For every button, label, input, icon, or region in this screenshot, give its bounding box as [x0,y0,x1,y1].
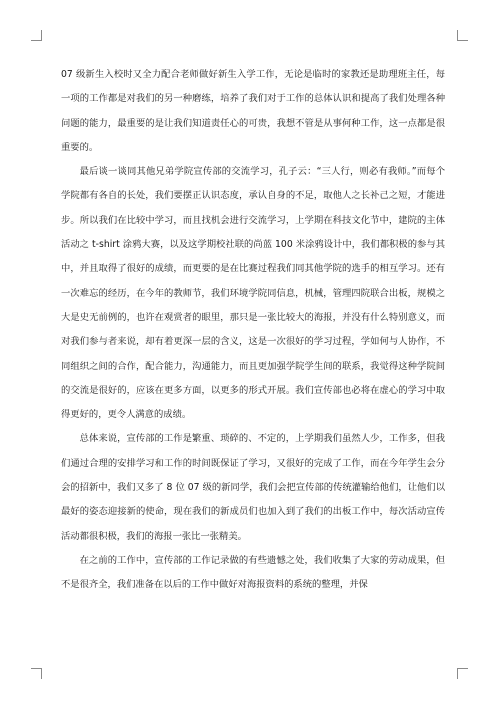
document-body [61,63,445,598]
crop-mark-bottom-left [31,668,42,679]
crop-mark-top-right [457,30,468,41]
paragraph-1: 07 级新生入校时又全力配合老师做好新生入学工作，无论是临时的家教还是助理班主任，每一项的工作都是对我们的另一种磨练，培养了我们对于工作的总体认识和提高了我们处理各种问题的能力，最重要的是让我们知道责任心的可贵，我想不管是从事何种工作，这一点都是很重要的。 [61,69,445,153]
crop-mark-bottom-right [457,668,468,679]
paragraph-4: 在之前的工作中，宣传部的工作记录做的有些遗憾之处，我们收集了大家的劳动成果，但不是很齐全，我们准备在以后的工作中做好对海报资料的系统的整理，并保 [61,554,445,591]
paragraph-3: 总体来说，宣传部的工作是繁重、琐碎的、不定的，上学期我们虽然人少，工作多，但我们通过合理的安排学习和工作的时间既保证了学习，又很好的完成了工作，而在今年学生会分会的招新中，我们又多了 8 位 07 级的新同学，我们会把宣传部的传统灌输给他们，让他们以最好的姿态迎接新的使命，现在我们的新成员们也加入到了我们的出板工作中，每次活动宣传活动都很积极，我们的海报一张比一张精美。 [61,433,445,542]
paragraph-2: 最后谈一谈同其他兄弟学院宣传部的交流学习，孔子云：“三人行，则必有我师。”而每个学院都有各自的长处，我们要摆正认识态度，承认自身的不足，取他人之长补己之短，才能进步。所以我们在比较中学习，而且找机会进行交流学习，上学期在科技文化节中，建院的主体活动之 t-shirt 涂鸦大赛，以及这学期校社联的尚蓝 100 米涂鸦设计中，我们都积极的参与其中，并且取得了很好的成绩，而更要的是在比赛过程我们同其他学院的选手的相互学习。还有一次难忘的经历，在今年的教师节，我们环境学院同信息，机械，管理四院联合出板，规模之大是史无前例的，也许在观赏者的眼里，那只是一张比较大的海报，并没有什么特别意义，而对我们参与者来说，却有着更深一层的含义，这是一次很好的学习过程，学如何与人协作，不同组织之间的合作，配合能力，沟通能力，而且更加强学院学生间的联系，我觉得这种学院间的交流是很好的，应该在更多方面，以更多的形式开展。我们宣传部也必将在虚心的学习中取得更好的，更令人满意的成绩。 [61,166,445,421]
crop-mark-top-left [31,30,42,41]
